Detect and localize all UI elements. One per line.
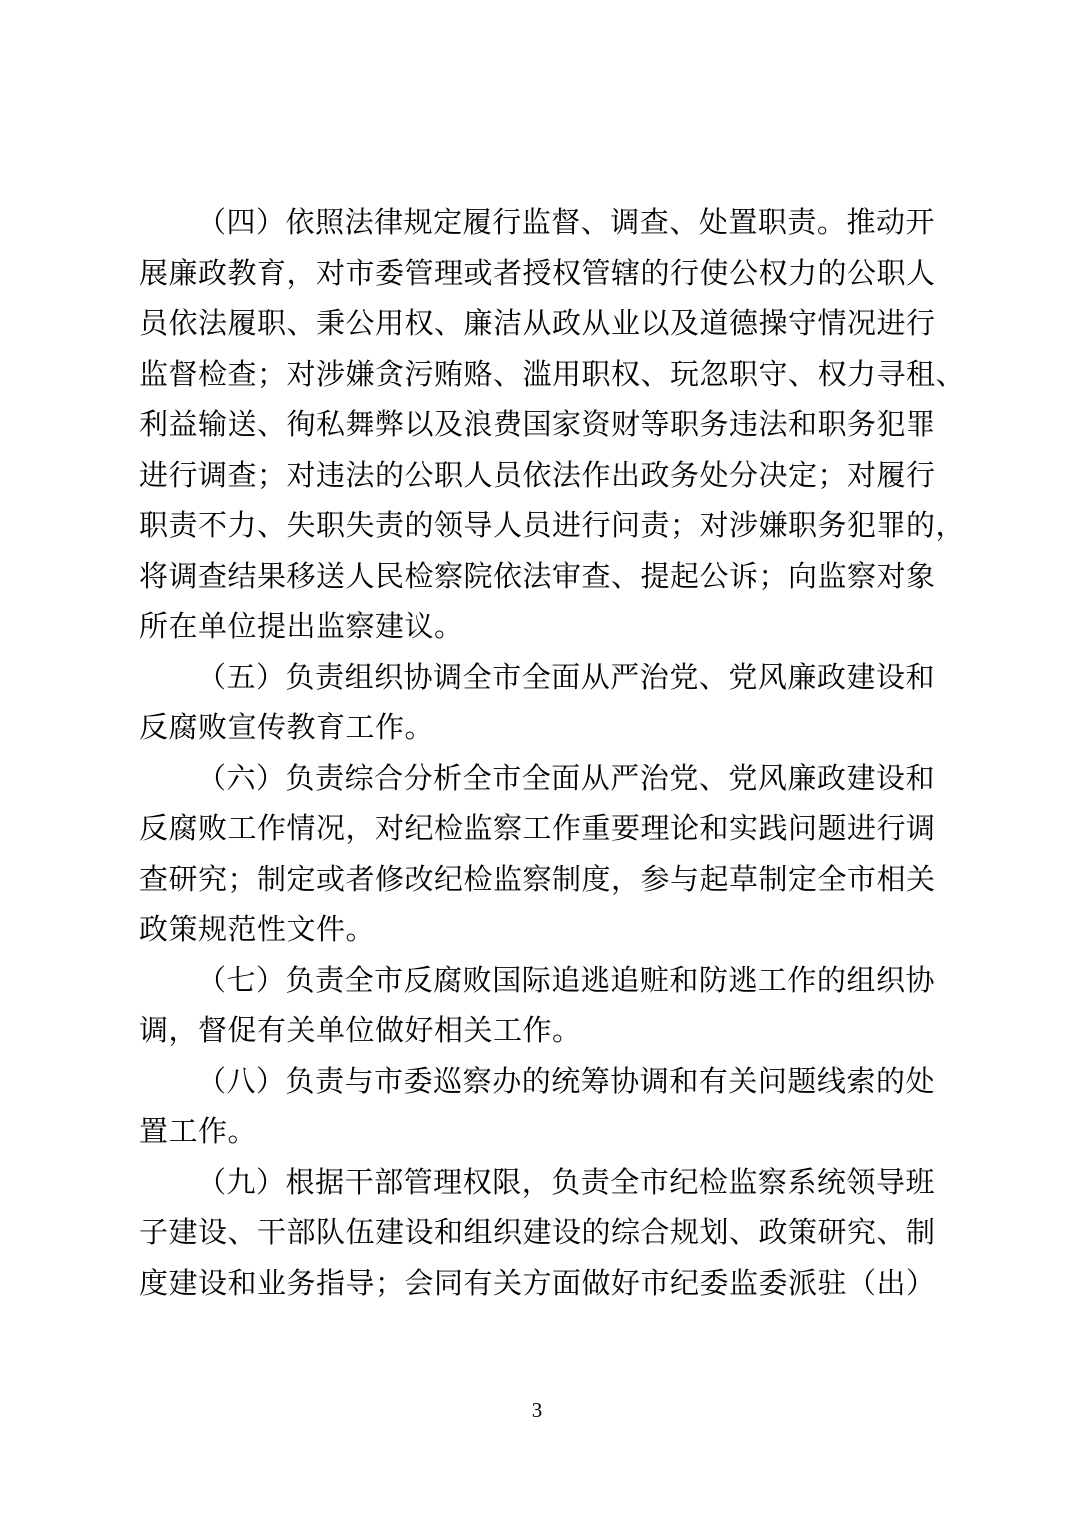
- paragraph-clause-8: [139, 1057, 935, 1158]
- text-line: 反腐败宣传教育工作。: [139, 712, 435, 744]
- text-line: 进行调查；对违法的公职人员依法作出政务处分决定；对履行: [139, 459, 936, 492]
- text-line: 调，督促有关单位做好相关工作。: [139, 1015, 582, 1047]
- text-line: （九）根据干部管理权限，负责全市纪检监察系统领导班: [197, 1166, 935, 1199]
- page-number: 3: [531, 1398, 543, 1422]
- text-line: （四）依照法律规定履行监督、调查、处置职责。推动开: [197, 207, 935, 239]
- paragraph-clause-5: [139, 653, 935, 754]
- document-body: [139, 198, 966, 1309]
- text-line: 监督检查；对涉嫌贪污贿赂、滥用职权、玩忽职守、权力寻租、: [139, 358, 966, 391]
- text-line: 员依法履职、秉公用权、廉洁从政从业以及道德操守情况进行: [139, 308, 936, 340]
- paragraph-clause-4: [139, 198, 966, 653]
- text-line: 将调查结果移送人民检察院依法审查、提起公诉；向监察对象: [139, 560, 936, 593]
- text-line: （五）负责组织协调全市全面从严治党、党风廉政建设和: [197, 661, 935, 694]
- text-line: 度建设和业务指导；会同有关方面做好市纪委监委派驻（出）: [139, 1267, 936, 1300]
- text-line: 政策规范性文件。: [139, 914, 376, 946]
- text-line: 利益输送、徇私舞弊以及浪费国家资财等职务违法和职务犯罪: [139, 409, 936, 441]
- paragraph-clause-9: [139, 1158, 935, 1310]
- text-line: 所在单位提出监察建议。: [139, 611, 464, 643]
- paragraph-clause-7: [139, 956, 935, 1057]
- text-line: 职责不力、失职失责的领导人员进行问责；对涉嫌职务犯罪的，: [139, 510, 966, 542]
- text-line: 子建设、干部队伍建设和组织建设的综合规划、政策研究、制: [139, 1217, 936, 1249]
- text-line: 置工作。: [139, 1116, 258, 1148]
- text-line: （七）负责全市反腐败国际追逃追赃和防逃工作的组织协: [197, 964, 935, 997]
- paragraph-clause-6: [139, 754, 935, 956]
- text-line: （八）负责与市委巡察办的统筹协调和有关问题线索的处: [197, 1065, 935, 1098]
- text-line: 反腐败工作情况，对纪检监察工作重要理论和实践问题进行调: [139, 813, 936, 845]
- text-line: 展廉政教育，对市委管理或者授权管辖的行使公权力的公职人: [139, 257, 936, 290]
- text-line: （六）负责综合分析全市全面从严治党、党风廉政建设和: [197, 762, 935, 795]
- text-line: 查研究；制定或者修改纪检监察制度，参与起草制定全市相关: [139, 863, 936, 896]
